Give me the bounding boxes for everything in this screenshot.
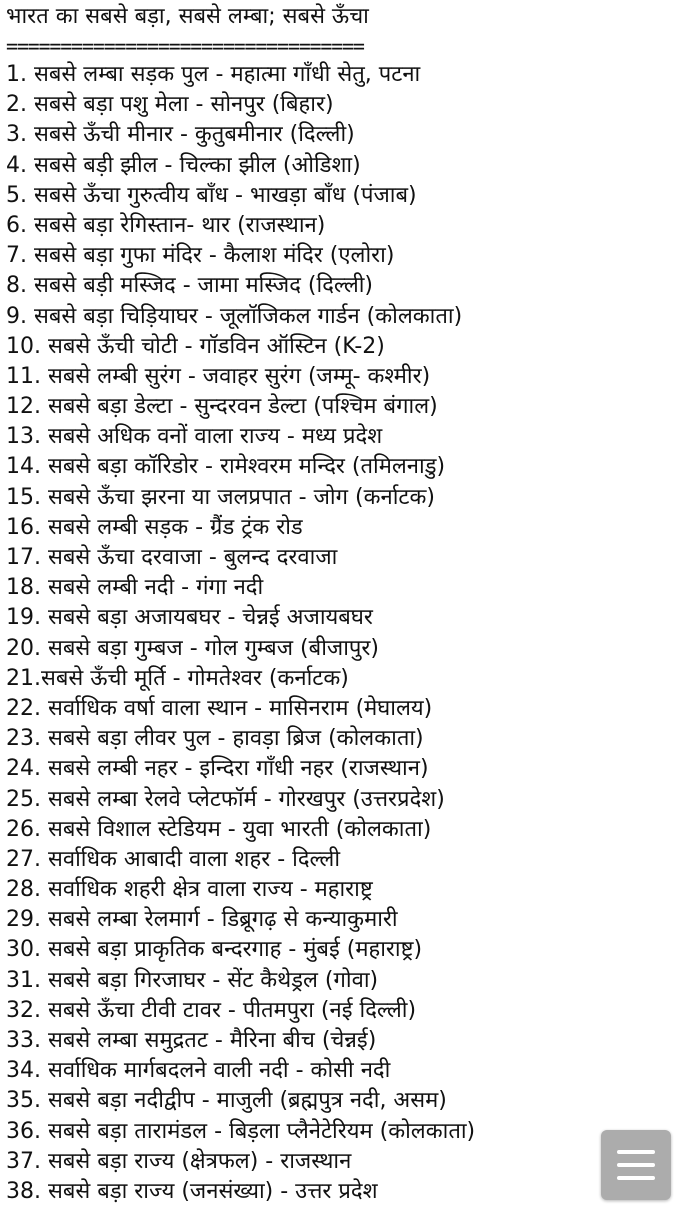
list-item: 15. सबसे ऊँचा झरना या जलप्रपात - जोग (कर्नाटक) bbox=[6, 484, 435, 510]
list-item: 14. सबसे बड़ा कॉरिडोर - रामेश्वरम मन्दिर (तमिलनाडु) bbox=[6, 454, 446, 480]
list-item: 21.सबसे ऊँची मूर्ति - गोमतेश्वर (कर्नाटक) bbox=[6, 665, 349, 691]
list-item: 6. सबसे बड़ा रेगिस्तान- थार (राजस्थान) bbox=[6, 212, 326, 238]
list-item: 4. सबसे बड़ी झील - चिल्का झील (ओडिशा) bbox=[6, 152, 361, 178]
document bbox=[6, 2, 674, 1207]
list-item: 11. सबसे लम्बी सुरंग - जवाहर सुरंग (जम्मू- कश्मीर) bbox=[6, 363, 431, 389]
list-item: 12. सबसे बड़ा डेल्टा - सुन्दरवन डेल्टा (पश्चिम बंगाल) bbox=[6, 394, 438, 420]
list-item: 33. सबसे लम्बा समुद्रतट - मैरिना बीच (चेन्नई) bbox=[6, 1028, 377, 1053]
list-item: 5. सबसे ऊँचा गुरुत्वीय बाँध - भाखड़ा बाँध (पंजाब) bbox=[6, 182, 417, 208]
list-item: 24. सबसे लम्बी नहर - इन्दिरा गाँधी नहर (राजस्थान) bbox=[6, 756, 429, 782]
list-item: 32. सबसे ऊँचा टीवी टावर - पीतमपुरा (नई दिल्ली) bbox=[6, 997, 417, 1023]
hamburger-menu-icon bbox=[617, 1176, 655, 1180]
hamburger-menu-icon bbox=[617, 1163, 655, 1167]
list-item: 36. सबसे बड़ा तारामंडल - बिड़ला प्लैनेटेरियम (कोलकाता) bbox=[6, 1118, 476, 1144]
list-item: 3. सबसे ऊँची मीनार - कुतुबमीनार (दिल्ली) bbox=[6, 122, 355, 148]
list-item: 38. सबसे बड़ा राज्य (जनसंख्या) - उत्तर प्रदेश bbox=[6, 1178, 378, 1204]
page-title: भारत का सबसे बड़ा, सबसे लम्बा; सबसे ऊँचा bbox=[6, 4, 369, 29]
list-item: 20. सबसे बड़ा गुम्बज - गोल गुम्बज (बीजापुर) bbox=[6, 635, 380, 661]
menu-button[interactable] bbox=[601, 1130, 671, 1200]
list-item: 1. सबसे लम्बा सड़क पुल - महात्मा गाँधी सेतु, पटना bbox=[6, 62, 421, 87]
list-item: 29. सबसे लम्बा रेलमार्ग - डिब्रूगढ़ से कन्याकुमारी bbox=[6, 907, 398, 933]
list-item: 2. सबसे बड़ा पशु मेला - सोनपुर (बिहार) bbox=[6, 92, 334, 118]
list-item: 7. सबसे बड़ा गुफा मंदिर - कैलाश मंदिर (एलोरा) bbox=[6, 243, 395, 269]
list-item: 9. सबसे बड़ा चिड़ियाघर - जूलॉजिकल गार्डन (कोलकाता) bbox=[6, 303, 463, 329]
list-item: 23. सबसे बड़ा लीवर पुल - हावड़ा ब्रिज (कोलकाता) bbox=[6, 726, 424, 752]
hamburger-menu-icon bbox=[617, 1150, 655, 1154]
list-item: 37. सबसे बड़ा राज्य (क्षेत्रफल) - राजस्थान bbox=[6, 1148, 352, 1174]
list-item: 18. सबसे लम्बी नदी - गंगा नदी bbox=[6, 575, 264, 601]
list-item: 16. सबसे लम्बी सड़क - ग्रैंड ट्रंक रोड bbox=[6, 514, 303, 540]
list-item: 22. सर्वाधिक वर्षा वाला स्थान - मासिनराम (मेघालय) bbox=[6, 695, 433, 721]
list-item: 13. सबसे अधिक वनों वाला राज्य - मध्य प्रदेश bbox=[6, 424, 383, 450]
list-item: 17. सबसे ऊँचा दरवाजा - बुलन्द दरवाजा bbox=[6, 545, 338, 570]
list-item: 10. सबसे ऊँची चोटी - गॉडविन ऑस्टिन (K-2) bbox=[6, 333, 385, 359]
list-item: 34. सर्वाधिक मार्गबदलने वाली नदी - कोसी नदी bbox=[6, 1058, 391, 1084]
list-item: 8. सबसे बड़ी मस्जिद - जामा मस्जिद (दिल्ली) bbox=[6, 273, 374, 299]
list-item: 19. सबसे बड़ा अजायबघर - चेन्नई अजायबघर bbox=[6, 605, 373, 631]
list-item: 30. सबसे बड़ा प्राकृतिक बन्दरगाह - मुंबई (महाराष्ट्र) bbox=[6, 937, 423, 963]
divider-line: ================================= bbox=[6, 34, 364, 58]
list-item: 25. सबसे लम्बा रेलवे प्लेटफॉर्म - गोरखपुर (उत्तरप्रदेश) bbox=[6, 786, 445, 812]
facts-list bbox=[6, 60, 674, 1207]
list-item: 28. सर्वाधिक शहरी क्षेत्र वाला राज्य - महाराष्ट्र bbox=[6, 877, 373, 903]
list-item: 31. सबसे बड़ा गिरजाघर - सेंट कैथेड्रल (गोवा) bbox=[6, 967, 379, 993]
list-item: 26. सबसे विशाल स्टेडियम - युवा भारती (कोलकाता) bbox=[6, 816, 432, 842]
list-item: 35. सबसे बड़ा नदीद्वीप - माजुली (ब्रह्मपुत्र नदी, असम) bbox=[6, 1088, 447, 1114]
list-item: 27. सर्वाधिक आबादी वाला शहर - दिल्ली bbox=[6, 846, 341, 872]
